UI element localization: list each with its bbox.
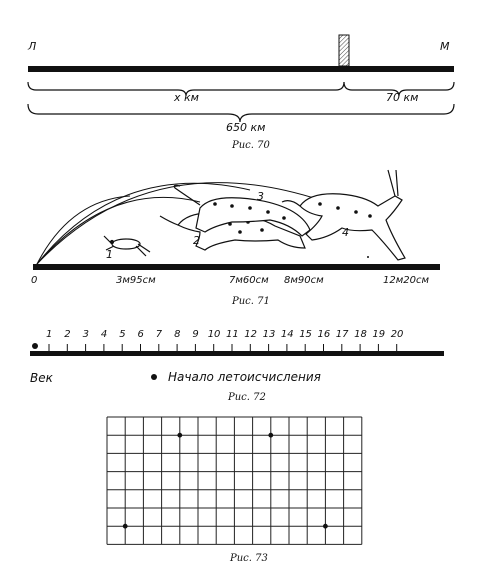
grid-point: [123, 524, 128, 529]
mark-12m20: 12м20см: [383, 275, 430, 286]
century-tick-label: 19: [372, 329, 386, 340]
century-tick-label: 17: [335, 329, 349, 340]
century-tick-label: 7: [155, 329, 163, 340]
point-m-label: М: [440, 40, 450, 53]
century-tick-label: 11: [226, 329, 239, 340]
grid-point: [177, 433, 182, 438]
animal-number-4: 4: [342, 226, 349, 239]
century-tick-label: 4: [100, 329, 108, 340]
century-tick-label: 14: [280, 329, 294, 340]
animal-number-2: 2: [193, 234, 200, 247]
century-tick-label: 18: [354, 329, 367, 340]
point-l-label: Л: [28, 40, 37, 53]
century-tick-label: 3: [82, 329, 89, 340]
70-km-label: 70 км: [386, 91, 419, 104]
x-km-label: x км: [174, 91, 199, 104]
century-tick-label: 6: [137, 329, 144, 340]
mark-7m60: 7м60см: [229, 275, 269, 286]
animal-number-3: 3: [257, 190, 264, 203]
grid-point: [268, 433, 273, 438]
century-tick-label: 16: [317, 329, 331, 340]
century-label: Век: [30, 371, 53, 385]
century-tick-label: 10: [207, 329, 221, 340]
century-tick-label: 8: [174, 329, 181, 340]
century-tick-label: 15: [299, 329, 312, 340]
century-tick-label: 12: [244, 329, 258, 340]
650-km-label: 650 км: [226, 121, 266, 134]
century-tick-label: 2: [64, 329, 71, 340]
caption-fig70: Рис. 70: [232, 140, 270, 151]
mark-8m90: 8м90см: [284, 275, 324, 286]
century-tick-label: 13: [262, 329, 276, 340]
century-tick-label: 9: [192, 329, 199, 340]
caption-fig72: Рис. 72: [228, 392, 266, 403]
animal-number-1: 1: [106, 248, 113, 261]
grid-point: [323, 524, 328, 529]
mark-3m95: 3м95см: [116, 275, 156, 286]
century-tick-label: 20: [390, 329, 404, 340]
caption-fig71: Рис. 71: [232, 296, 270, 307]
mark-0: 0: [31, 275, 38, 286]
century-tick-label: 5: [119, 329, 126, 340]
era-start-label: Начало летоисчисления: [168, 370, 321, 384]
century-tick-label: 1: [46, 329, 53, 340]
caption-fig73: Рис. 73: [230, 553, 268, 564]
